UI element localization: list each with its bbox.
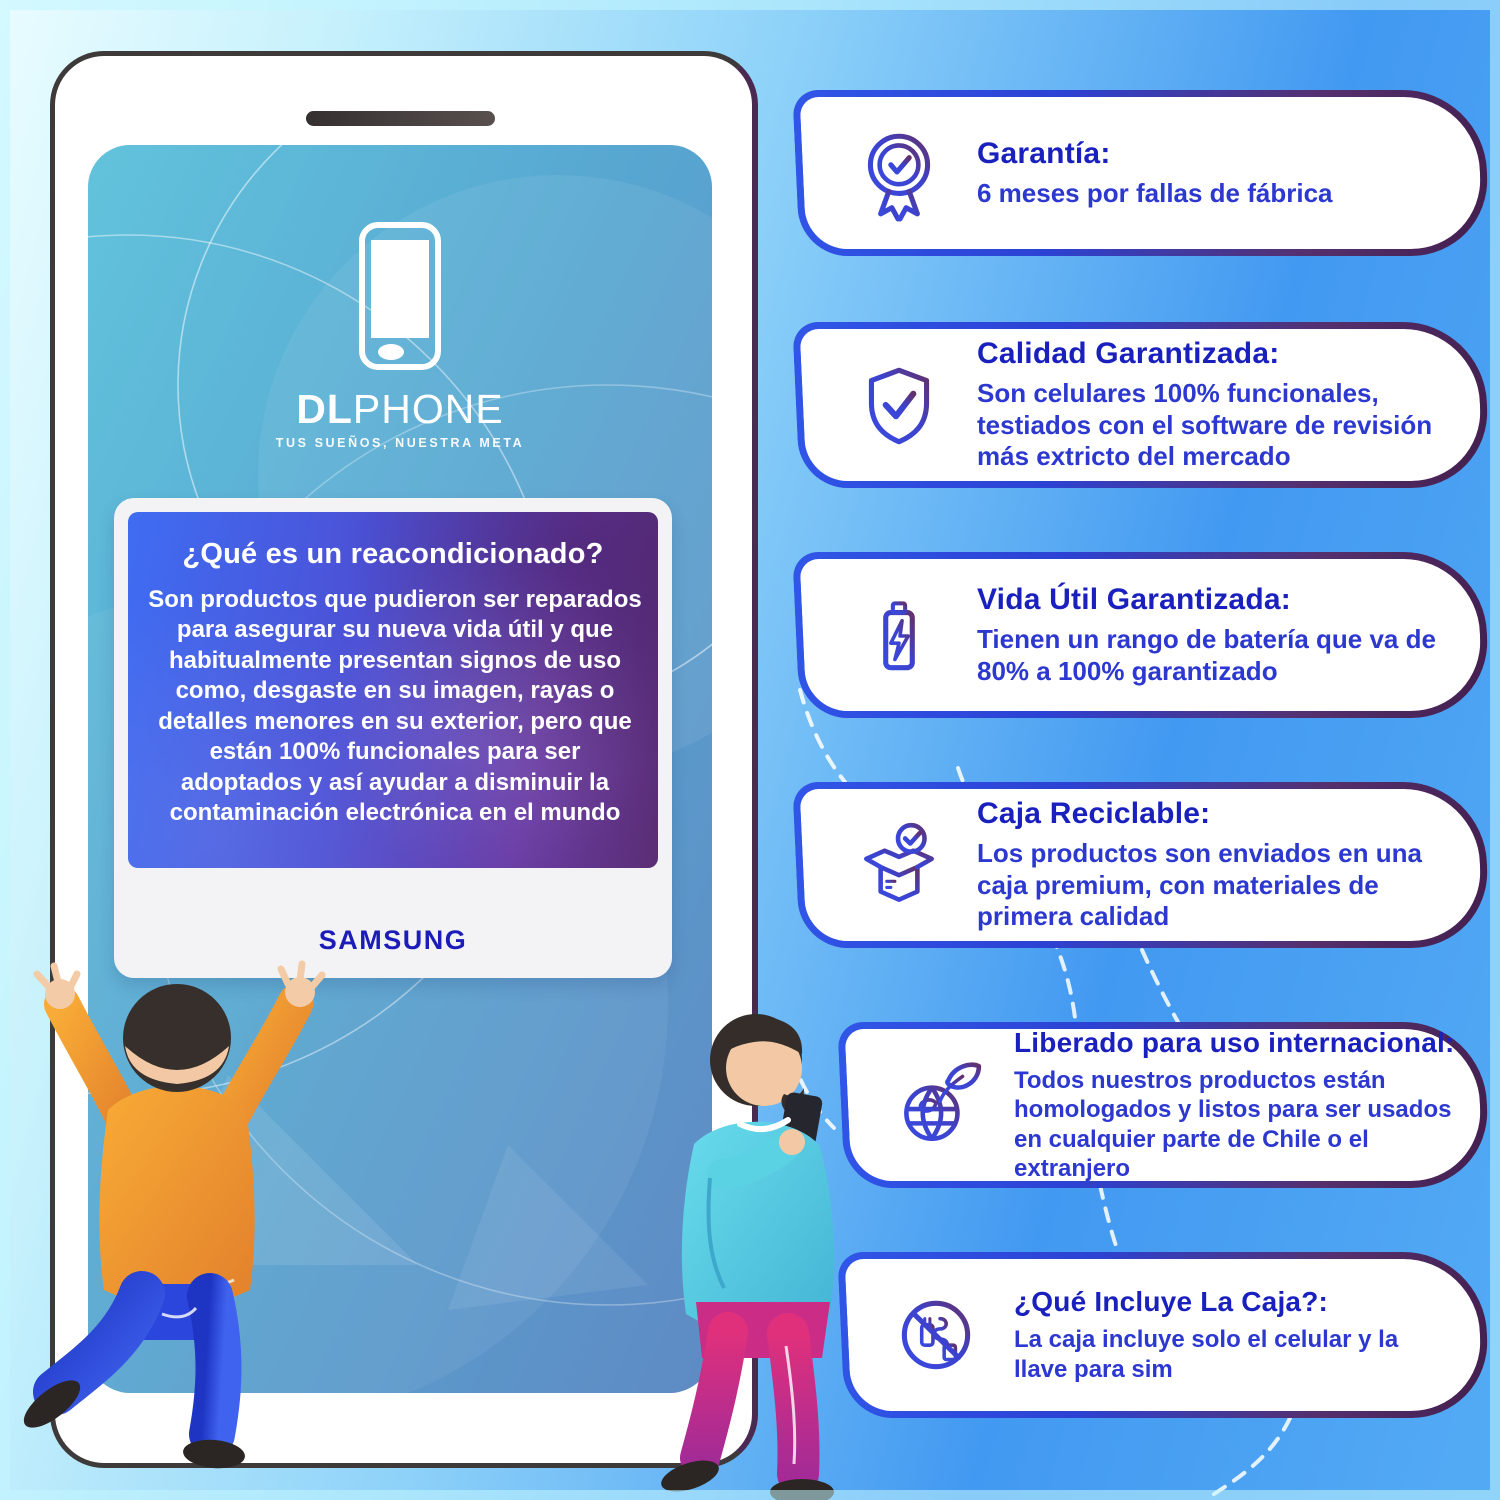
medal-check-icon <box>847 124 951 222</box>
card-title: Calidad Garantizada: <box>977 336 1280 370</box>
card-body: La caja incluye solo el celular y la llave para sim <box>1014 1326 1399 1383</box>
dlphone-logo <box>88 221 712 450</box>
feature-card-uso-internacional <box>837 1022 1491 1188</box>
brand-light: PHONE <box>352 386 504 432</box>
reacondicionado-box <box>128 512 658 868</box>
person-celebrating-illustration <box>12 942 342 1500</box>
feature-card-vida-util <box>792 552 1491 718</box>
card-body: Todos nuestros productos están homologados y listos para ser usados en cualquier parte de Chile o el extranjero <box>1014 1066 1452 1182</box>
feature-card-calidad <box>792 322 1491 488</box>
card-body: Tienen un rango de batería que va de 80% a 100% garantizado <box>977 623 1436 686</box>
brand-bold: DL <box>296 386 353 432</box>
person-with-phone-illustration <box>636 1002 906 1500</box>
card-title: Liberado para uso internacional: <box>1014 1026 1455 1058</box>
card-body: Son celulares 100% funcionales, testiados con el software de revisión más extricto del mercado <box>977 377 1433 472</box>
feature-card-garantia <box>792 90 1491 256</box>
feature-card-caja-reciclable <box>792 782 1491 948</box>
card-title: Caja Reciclable: <box>977 796 1211 830</box>
feature-card-que-incluye <box>837 1252 1491 1418</box>
reacondicionado-body: Son productos que pudieron ser reparados para asegurar su nueva vida útil y que habitualmente presentan signos de uso como, desgaste en su imagen, rayas o detalles menores en su exterior, pero que están 100% funcionales para ser adoptados y así ayudar a disminuir la contaminación electrónica en el mundo <box>148 586 642 827</box>
card-title: ¿Qué Incluye La Caja?: <box>1014 1286 1329 1318</box>
recyclable-box-icon <box>847 816 951 914</box>
dlphone-tagline: TUS SUEÑOS, NUESTRA META <box>275 436 525 450</box>
reacondicionado-title: ¿Qué es un reacondicionado? <box>182 538 604 570</box>
card-title: Vida Útil Garantizada: <box>977 582 1291 616</box>
card-title: Garantía: <box>977 136 1111 170</box>
reacondicionado-panel <box>114 498 672 978</box>
phone-outline-icon <box>358 221 442 371</box>
samsung-label: SAMSUNG <box>318 925 468 955</box>
shield-check-icon <box>847 356 951 454</box>
dlphone-brand <box>88 386 712 433</box>
card-body: Los productos son enviados en una caja premium, con materiales de primera calidad <box>977 837 1422 932</box>
phone-speaker <box>306 111 495 126</box>
card-body: 6 meses por fallas de fábrica <box>977 177 1333 208</box>
battery-bolt-icon <box>847 586 951 684</box>
